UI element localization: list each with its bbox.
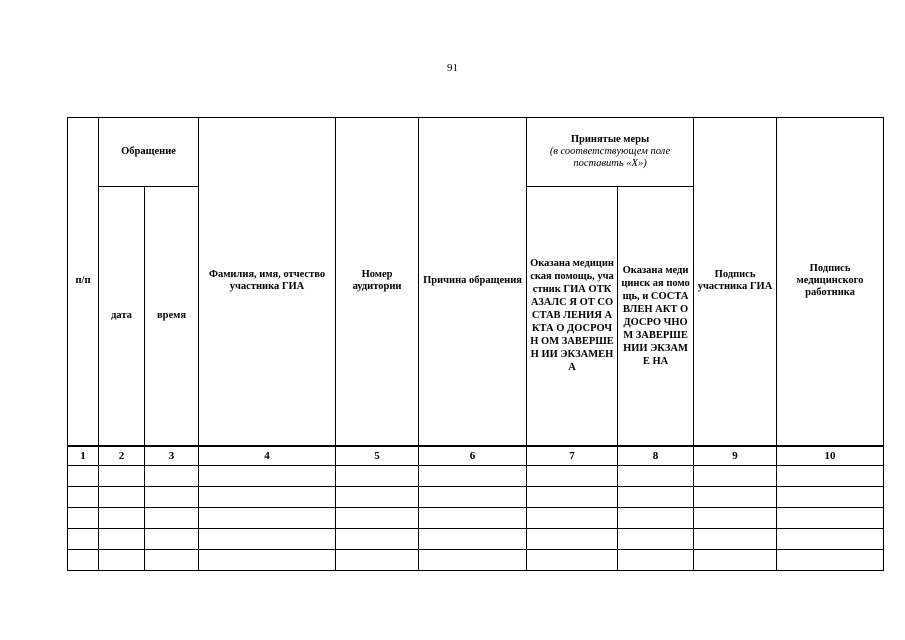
table-cell bbox=[527, 550, 618, 571]
table-cell bbox=[199, 508, 336, 529]
page-number: 91 bbox=[447, 62, 458, 74]
table-cell bbox=[68, 508, 99, 529]
table-cell bbox=[336, 487, 419, 508]
header-fio: Фамилия, имя, отчество участника ГИА bbox=[199, 118, 336, 446]
table-cell bbox=[618, 550, 694, 571]
column-number: 4 bbox=[199, 446, 336, 466]
column-number: 2 bbox=[99, 446, 145, 466]
header-room: Номер аудитории bbox=[336, 118, 419, 446]
column-number: 9 bbox=[694, 446, 777, 466]
column-number: 10 bbox=[777, 446, 884, 466]
table-cell bbox=[777, 508, 884, 529]
table-cell bbox=[527, 529, 618, 550]
table-cell bbox=[99, 487, 145, 508]
table-cell bbox=[618, 466, 694, 487]
column-number-row bbox=[68, 446, 884, 466]
table-cell bbox=[419, 529, 527, 550]
table-cell bbox=[419, 466, 527, 487]
table-cell bbox=[145, 550, 199, 571]
header-refused-text: Оказана медицинская помощь, участник ГИА ОТКАЗАЛС Я ОТ СОСТАВ ЛЕНИЯ АКТА О ДОСРОЧН ОМ ЗАВЕРШЕН ИИ ЭКЗАМЕНА bbox=[530, 258, 614, 374]
header-reason: Причина обращения bbox=[419, 118, 527, 446]
table-cell bbox=[336, 550, 419, 571]
header-date: дата bbox=[99, 187, 145, 446]
table-cell bbox=[777, 466, 884, 487]
table-cell bbox=[99, 529, 145, 550]
column-number: 7 bbox=[527, 446, 618, 466]
table-cell bbox=[419, 550, 527, 571]
table-cell bbox=[99, 508, 145, 529]
header-time: время bbox=[145, 187, 199, 446]
measures-title: Принятые меры bbox=[570, 134, 650, 145]
table-row bbox=[68, 529, 884, 550]
header-appeal: Обращение bbox=[99, 118, 199, 187]
table-cell bbox=[419, 508, 527, 529]
table-cell bbox=[618, 487, 694, 508]
table-cell bbox=[618, 529, 694, 550]
table-cell bbox=[618, 508, 694, 529]
table-cell bbox=[68, 529, 99, 550]
header-row-top bbox=[68, 118, 884, 187]
header-act bbox=[618, 187, 694, 446]
table-cell bbox=[68, 466, 99, 487]
table-cell bbox=[68, 487, 99, 508]
table-cell bbox=[527, 466, 618, 487]
header-refused bbox=[527, 187, 618, 446]
table-cell bbox=[694, 487, 777, 508]
header-signature-participant: Подпись участника ГИА bbox=[694, 118, 777, 446]
table-cell bbox=[527, 508, 618, 529]
table-cell bbox=[145, 529, 199, 550]
table-cell bbox=[694, 550, 777, 571]
table-cell bbox=[145, 466, 199, 487]
table-cell bbox=[777, 529, 884, 550]
table-cell bbox=[777, 550, 884, 571]
header-act-text: Оказана медицинск ая помощь, и СОСТА ВЛЕН АКТ О ДОСРО ЧНОМ ЗАВЕРШЕ НИИ ЭКЗАМЕ НА bbox=[621, 264, 690, 367]
header-signature-medic: Подпись медицинского работника bbox=[777, 118, 884, 446]
column-number: 6 bbox=[419, 446, 527, 466]
table-cell bbox=[336, 508, 419, 529]
header-num: п/п bbox=[68, 118, 99, 446]
medical-appeal-journal-table bbox=[67, 117, 884, 571]
column-number: 3 bbox=[145, 446, 199, 466]
column-number: 5 bbox=[336, 446, 419, 466]
table-cell bbox=[145, 487, 199, 508]
table-cell bbox=[99, 550, 145, 571]
empty-rows bbox=[68, 466, 884, 571]
table-cell bbox=[777, 487, 884, 508]
table-cell bbox=[336, 466, 419, 487]
column-number: 8 bbox=[618, 446, 694, 466]
table-row bbox=[68, 466, 884, 487]
header-measures bbox=[527, 118, 694, 187]
table-cell bbox=[68, 550, 99, 571]
table-cell bbox=[527, 487, 618, 508]
table-cell bbox=[694, 508, 777, 529]
table-row bbox=[68, 508, 884, 529]
measures-note: (в соответствующем поле поставить «Х») bbox=[549, 146, 671, 169]
table-cell bbox=[199, 466, 336, 487]
table-cell bbox=[199, 529, 336, 550]
table-cell bbox=[419, 487, 527, 508]
column-number: 1 bbox=[68, 446, 99, 466]
table-cell bbox=[99, 466, 145, 487]
table-cell bbox=[694, 466, 777, 487]
table-cell bbox=[199, 487, 336, 508]
table-row bbox=[68, 550, 884, 571]
table-cell bbox=[694, 529, 777, 550]
table-cell bbox=[145, 508, 199, 529]
table-cell bbox=[199, 550, 336, 571]
table-cell bbox=[336, 529, 419, 550]
table-row bbox=[68, 487, 884, 508]
